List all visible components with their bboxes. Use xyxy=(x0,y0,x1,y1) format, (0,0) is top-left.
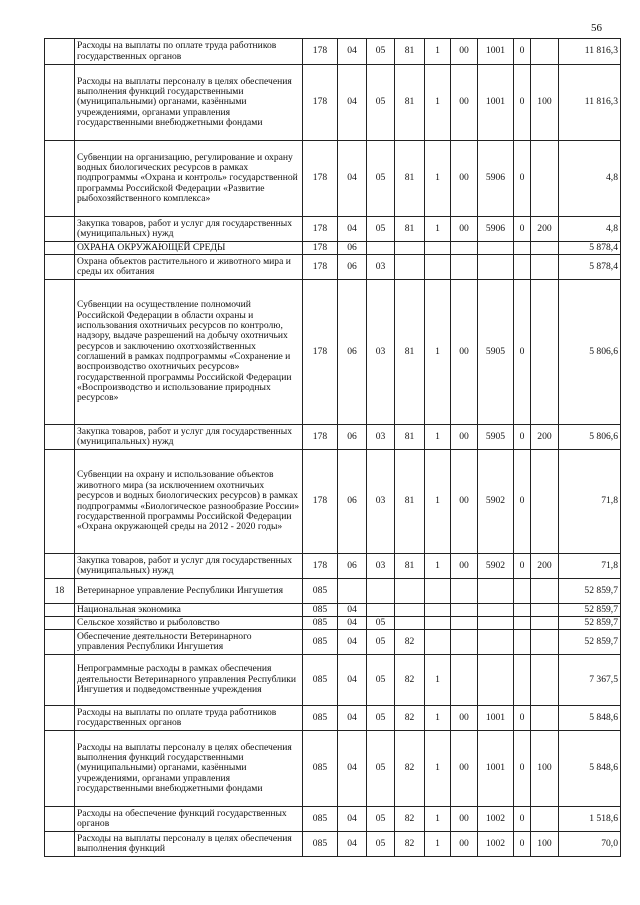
target-code-part2-cell: 1 xyxy=(425,706,451,731)
subsection-code-cell: 05 xyxy=(367,807,395,832)
grbs-code-cell: 085 xyxy=(303,706,338,731)
amount-cell: 5 878,4 xyxy=(559,242,621,255)
page-number: 56 xyxy=(591,22,602,34)
row-number-cell xyxy=(45,450,75,554)
section-code-cell: 06 xyxy=(338,554,367,579)
grbs-code-cell: 178 xyxy=(303,554,338,579)
target-code-part5-cell xyxy=(514,604,531,617)
target-code-part3-cell: 00 xyxy=(451,280,478,425)
target-code-part3-cell: 00 xyxy=(451,706,478,731)
row-name-cell: Расходы на выплаты персоналу в целях обеспечения выполнения функций государственными (муниципальными) органами, казёнными учреждениями, органами управления государственными внебюджетными фондами xyxy=(75,731,303,807)
row-name-cell: Закупка товаров, работ и услуг для государственных (муниципальных) нужд xyxy=(75,217,303,242)
amount-cell: 71,8 xyxy=(559,554,621,579)
target-code-part2-cell xyxy=(425,255,451,280)
amount-cell: 4,8 xyxy=(559,141,621,217)
amount-cell: 5 806,6 xyxy=(559,280,621,425)
target-code-part1-cell: 81 xyxy=(395,554,425,579)
target-code-part4-cell: 5902 xyxy=(478,450,514,554)
target-code-part5-cell: 0 xyxy=(514,450,531,554)
amount-cell: 52 859,7 xyxy=(559,617,621,630)
subsection-code-cell: 05 xyxy=(367,617,395,630)
target-code-part1-cell xyxy=(395,604,425,617)
section-code-cell: 04 xyxy=(338,617,367,630)
subsection-code-cell: 03 xyxy=(367,425,395,450)
subsection-code-cell: 03 xyxy=(367,280,395,425)
row-number-cell xyxy=(45,39,75,65)
target-code-part4-cell: 5906 xyxy=(478,217,514,242)
row-name-cell: Расходы на выплаты персоналу в целях обеспечения выполнения функций xyxy=(75,832,303,857)
row-name-cell: Субвенции на организацию, регулирование и охрану водных биологических ресурсов в рамках подпрограммы «Охрана и контроль» государственной программы Российской Федерации «Развитие рыбохозяйственного комплекса» xyxy=(75,141,303,217)
table-row xyxy=(45,39,621,65)
target-code-part5-cell: 0 xyxy=(514,554,531,579)
target-code-part5-cell xyxy=(514,579,531,604)
section-code-cell: 04 xyxy=(338,832,367,857)
grbs-code-cell: 085 xyxy=(303,731,338,807)
target-code-part3-cell: 00 xyxy=(451,450,478,554)
subsection-code-cell: 05 xyxy=(367,630,395,655)
target-code-part3-cell: 00 xyxy=(451,39,478,65)
target-code-part1-cell: 81 xyxy=(395,450,425,554)
table-row xyxy=(45,604,621,617)
target-code-part4-cell: 5905 xyxy=(478,280,514,425)
target-code-part3-cell: 00 xyxy=(451,141,478,217)
target-code-part4-cell: 1002 xyxy=(478,832,514,857)
table-row xyxy=(45,554,621,579)
target-code-part5-cell xyxy=(514,242,531,255)
expense-type-cell: 200 xyxy=(531,554,559,579)
target-code-part5-cell xyxy=(514,655,531,706)
subsection-code-cell xyxy=(367,579,395,604)
grbs-code-cell: 085 xyxy=(303,655,338,706)
target-code-part3-cell xyxy=(451,655,478,706)
row-number-cell xyxy=(45,280,75,425)
expense-type-cell xyxy=(531,242,559,255)
expense-type-cell xyxy=(531,655,559,706)
target-code-part1-cell: 82 xyxy=(395,807,425,832)
amount-cell: 11 816,3 xyxy=(559,65,621,141)
row-number-cell xyxy=(45,807,75,832)
row-number-cell xyxy=(45,731,75,807)
expense-type-cell xyxy=(531,807,559,832)
table-row xyxy=(45,655,621,706)
target-code-part3-cell: 00 xyxy=(451,554,478,579)
expense-type-cell xyxy=(531,39,559,65)
grbs-code-cell: 085 xyxy=(303,617,338,630)
table-row xyxy=(45,280,621,425)
expense-type-cell xyxy=(531,706,559,731)
target-code-part1-cell xyxy=(395,617,425,630)
section-code-cell: 04 xyxy=(338,65,367,141)
target-code-part1-cell: 81 xyxy=(395,280,425,425)
amount-cell: 5 878,4 xyxy=(559,255,621,280)
target-code-part5-cell: 0 xyxy=(514,731,531,807)
expense-type-cell: 100 xyxy=(531,832,559,857)
expense-type-cell: 200 xyxy=(531,425,559,450)
target-code-part1-cell xyxy=(395,242,425,255)
grbs-code-cell: 178 xyxy=(303,39,338,65)
target-code-part2-cell: 1 xyxy=(425,807,451,832)
target-code-part5-cell: 0 xyxy=(514,832,531,857)
target-code-part5-cell xyxy=(514,617,531,630)
expense-type-cell xyxy=(531,579,559,604)
table-row xyxy=(45,242,621,255)
target-code-part3-cell xyxy=(451,630,478,655)
table-row xyxy=(45,617,621,630)
subsection-code-cell: 05 xyxy=(367,217,395,242)
row-number-cell xyxy=(45,255,75,280)
target-code-part4-cell xyxy=(478,617,514,630)
section-code-cell: 04 xyxy=(338,604,367,617)
grbs-code-cell: 178 xyxy=(303,425,338,450)
target-code-part2-cell xyxy=(425,579,451,604)
row-name-cell: Национальная экономика xyxy=(75,604,303,617)
section-code-cell: 06 xyxy=(338,425,367,450)
target-code-part1-cell: 81 xyxy=(395,141,425,217)
target-code-part2-cell: 1 xyxy=(425,450,451,554)
row-name-cell: Сельское хозяйство и рыболовство xyxy=(75,617,303,630)
table-row xyxy=(45,706,621,731)
grbs-code-cell: 178 xyxy=(303,217,338,242)
amount-cell: 71,8 xyxy=(559,450,621,554)
target-code-part2-cell: 1 xyxy=(425,425,451,450)
subsection-code-cell: 03 xyxy=(367,255,395,280)
row-name-cell: Расходы на выплаты по оплате труда работников государственных органов xyxy=(75,706,303,731)
target-code-part4-cell xyxy=(478,630,514,655)
row-number-cell xyxy=(45,832,75,857)
grbs-code-cell: 178 xyxy=(303,65,338,141)
expense-type-cell xyxy=(531,255,559,280)
subsection-code-cell xyxy=(367,604,395,617)
target-code-part5-cell: 0 xyxy=(514,39,531,65)
subsection-code-cell: 05 xyxy=(367,65,395,141)
target-code-part2-cell: 1 xyxy=(425,554,451,579)
section-code-cell: 04 xyxy=(338,655,367,706)
target-code-part4-cell: 1001 xyxy=(478,39,514,65)
target-code-part5-cell: 0 xyxy=(514,807,531,832)
row-name-cell: Расходы на выплаты по оплате труда работников государственных органов xyxy=(75,39,303,65)
section-code-cell: 06 xyxy=(338,255,367,280)
table-row xyxy=(45,217,621,242)
row-number-cell xyxy=(45,425,75,450)
table-row xyxy=(45,807,621,832)
target-code-part2-cell: 1 xyxy=(425,731,451,807)
target-code-part2-cell: 1 xyxy=(425,217,451,242)
row-name-cell: Субвенции на охрану и использование объектов животного мира (за исключением охотничьих ресурсов и водных биологических ресурсов) в рамках подпрограммы «Биологическое разнообразие России» государственной программы Российской Федерации «Охрана окружающей среды на 2012 - 2020 годы» xyxy=(75,450,303,554)
row-number-cell xyxy=(45,630,75,655)
row-name-cell: Закупка товаров, работ и услуг для государственных (муниципальных) нужд xyxy=(75,554,303,579)
target-code-part5-cell: 0 xyxy=(514,425,531,450)
budget-table xyxy=(44,38,621,857)
amount-cell: 52 859,7 xyxy=(559,579,621,604)
target-code-part4-cell: 1002 xyxy=(478,807,514,832)
table-row xyxy=(45,579,621,604)
amount-cell: 4,8 xyxy=(559,217,621,242)
grbs-code-cell: 085 xyxy=(303,832,338,857)
section-code-cell: 06 xyxy=(338,450,367,554)
subsection-code-cell xyxy=(367,242,395,255)
target-code-part3-cell: 00 xyxy=(451,832,478,857)
row-number-cell xyxy=(45,217,75,242)
target-code-part1-cell: 81 xyxy=(395,65,425,141)
row-number-cell xyxy=(45,604,75,617)
table-row xyxy=(45,630,621,655)
target-code-part2-cell xyxy=(425,630,451,655)
row-number-cell xyxy=(45,65,75,141)
section-code-cell: 04 xyxy=(338,39,367,65)
expense-type-cell xyxy=(531,280,559,425)
row-name-cell: Обеспечение деятельности Ветеринарного управления Республики Ингушетия xyxy=(75,630,303,655)
target-code-part1-cell: 81 xyxy=(395,217,425,242)
target-code-part5-cell: 0 xyxy=(514,65,531,141)
target-code-part1-cell: 81 xyxy=(395,425,425,450)
table-row xyxy=(45,832,621,857)
grbs-code-cell: 178 xyxy=(303,242,338,255)
row-name-cell: Расходы на обеспечение функций государственных органов xyxy=(75,807,303,832)
amount-cell: 11 816,3 xyxy=(559,39,621,65)
subsection-code-cell: 05 xyxy=(367,39,395,65)
target-code-part5-cell xyxy=(514,630,531,655)
target-code-part3-cell xyxy=(451,604,478,617)
target-code-part3-cell: 00 xyxy=(451,217,478,242)
target-code-part2-cell: 1 xyxy=(425,141,451,217)
target-code-part2-cell: 1 xyxy=(425,65,451,141)
section-code-cell: 04 xyxy=(338,706,367,731)
target-code-part4-cell xyxy=(478,255,514,280)
target-code-part1-cell: 82 xyxy=(395,706,425,731)
target-code-part2-cell: 1 xyxy=(425,655,451,706)
target-code-part3-cell xyxy=(451,579,478,604)
amount-cell: 5 848,6 xyxy=(559,706,621,731)
row-name-cell: Расходы на выплаты персоналу в целях обеспечения выполнения функций государственными (муниципальными) органами, казёнными учреждениями, органами управления государственными внебюджетными фондами xyxy=(75,65,303,141)
subsection-code-cell: 05 xyxy=(367,706,395,731)
amount-cell: 7 367,5 xyxy=(559,655,621,706)
target-code-part5-cell: 0 xyxy=(514,217,531,242)
target-code-part5-cell: 0 xyxy=(514,280,531,425)
amount-cell: 52 859,7 xyxy=(559,630,621,655)
subsection-code-cell: 05 xyxy=(367,141,395,217)
table-row xyxy=(45,731,621,807)
row-name-cell: Ветеринарное управление Республики Ингушетия xyxy=(75,579,303,604)
expense-type-cell xyxy=(531,630,559,655)
row-name-cell: Охрана объектов растительного и животного мира и среды их обитания xyxy=(75,255,303,280)
target-code-part2-cell xyxy=(425,617,451,630)
target-code-part1-cell: 82 xyxy=(395,630,425,655)
expense-type-cell xyxy=(531,604,559,617)
target-code-part5-cell: 0 xyxy=(514,141,531,217)
section-code-cell: 04 xyxy=(338,731,367,807)
target-code-part4-cell: 5902 xyxy=(478,554,514,579)
target-code-part2-cell xyxy=(425,242,451,255)
target-code-part4-cell xyxy=(478,604,514,617)
target-code-part3-cell: 00 xyxy=(451,65,478,141)
target-code-part1-cell xyxy=(395,579,425,604)
amount-cell: 52 859,7 xyxy=(559,604,621,617)
subsection-code-cell: 03 xyxy=(367,554,395,579)
target-code-part4-cell: 1001 xyxy=(478,731,514,807)
grbs-code-cell: 178 xyxy=(303,141,338,217)
amount-cell: 1 518,6 xyxy=(559,807,621,832)
target-code-part4-cell: 1001 xyxy=(478,706,514,731)
section-code-cell xyxy=(338,579,367,604)
target-code-part2-cell: 1 xyxy=(425,280,451,425)
target-code-part2-cell xyxy=(425,604,451,617)
amount-cell: 70,0 xyxy=(559,832,621,857)
grbs-code-cell: 178 xyxy=(303,450,338,554)
section-code-cell: 06 xyxy=(338,280,367,425)
row-name-cell: Субвенции на осуществление полномочий Российской Федерации в области охраны и использования охотничьих ресурсов по контролю, надзору, выдаче разрешений на добычу охотничьих ресурсов и заключению охотхозяйственных соглашений в рамках подпрограммы «Сохранение и воспроизводство охотничьих ресурсов» государственной программы Российской Федерации «Воспроизводство и использование природных ресурсов» xyxy=(75,280,303,425)
expense-type-cell: 100 xyxy=(531,65,559,141)
target-code-part4-cell: 1001 xyxy=(478,65,514,141)
row-number-cell xyxy=(45,655,75,706)
target-code-part5-cell xyxy=(514,255,531,280)
target-code-part1-cell: 81 xyxy=(395,39,425,65)
grbs-code-cell: 085 xyxy=(303,604,338,617)
expense-type-cell xyxy=(531,450,559,554)
target-code-part3-cell: 00 xyxy=(451,807,478,832)
target-code-part4-cell xyxy=(478,242,514,255)
table-row xyxy=(45,425,621,450)
target-code-part5-cell: 0 xyxy=(514,706,531,731)
target-code-part1-cell: 82 xyxy=(395,731,425,807)
section-code-cell: 04 xyxy=(338,630,367,655)
row-name-cell: Непрограммные расходы в рамках обеспечения деятельности Ветеринарного управления Республики Ингушетия и подведомственные учреждения xyxy=(75,655,303,706)
row-name-cell: ОХРАНА ОКРУЖАЮЩЕЙ СРЕДЫ xyxy=(75,242,303,255)
table-row xyxy=(45,255,621,280)
target-code-part1-cell: 82 xyxy=(395,655,425,706)
subsection-code-cell: 05 xyxy=(367,731,395,807)
subsection-code-cell: 05 xyxy=(367,832,395,857)
grbs-code-cell: 085 xyxy=(303,630,338,655)
target-code-part4-cell: 5905 xyxy=(478,425,514,450)
target-code-part4-cell xyxy=(478,579,514,604)
row-number-cell xyxy=(45,706,75,731)
table-row xyxy=(45,141,621,217)
expense-type-cell: 200 xyxy=(531,217,559,242)
table-row xyxy=(45,450,621,554)
section-code-cell: 04 xyxy=(338,807,367,832)
row-number-cell: 18 xyxy=(45,579,75,604)
target-code-part2-cell: 1 xyxy=(425,39,451,65)
section-code-cell: 04 xyxy=(338,141,367,217)
target-code-part3-cell: 00 xyxy=(451,425,478,450)
row-number-cell xyxy=(45,554,75,579)
target-code-part4-cell: 5906 xyxy=(478,141,514,217)
subsection-code-cell: 03 xyxy=(367,450,395,554)
target-code-part1-cell xyxy=(395,255,425,280)
row-name-cell: Закупка товаров, работ и услуг для государственных (муниципальных) нужд xyxy=(75,425,303,450)
grbs-code-cell: 085 xyxy=(303,579,338,604)
grbs-code-cell: 085 xyxy=(303,807,338,832)
table-row xyxy=(45,65,621,141)
grbs-code-cell: 178 xyxy=(303,280,338,425)
target-code-part4-cell xyxy=(478,655,514,706)
expense-type-cell: 100 xyxy=(531,731,559,807)
expense-type-cell xyxy=(531,141,559,217)
subsection-code-cell: 05 xyxy=(367,655,395,706)
target-code-part3-cell: 00 xyxy=(451,731,478,807)
amount-cell: 5 806,6 xyxy=(559,425,621,450)
section-code-cell: 04 xyxy=(338,217,367,242)
row-number-cell xyxy=(45,617,75,630)
target-code-part1-cell: 82 xyxy=(395,832,425,857)
row-number-cell xyxy=(45,242,75,255)
target-code-part3-cell xyxy=(451,617,478,630)
amount-cell: 5 848,6 xyxy=(559,731,621,807)
expense-type-cell xyxy=(531,617,559,630)
row-number-cell xyxy=(45,141,75,217)
section-code-cell: 06 xyxy=(338,242,367,255)
target-code-part3-cell xyxy=(451,255,478,280)
grbs-code-cell: 178 xyxy=(303,255,338,280)
target-code-part2-cell: 1 xyxy=(425,832,451,857)
target-code-part3-cell xyxy=(451,242,478,255)
